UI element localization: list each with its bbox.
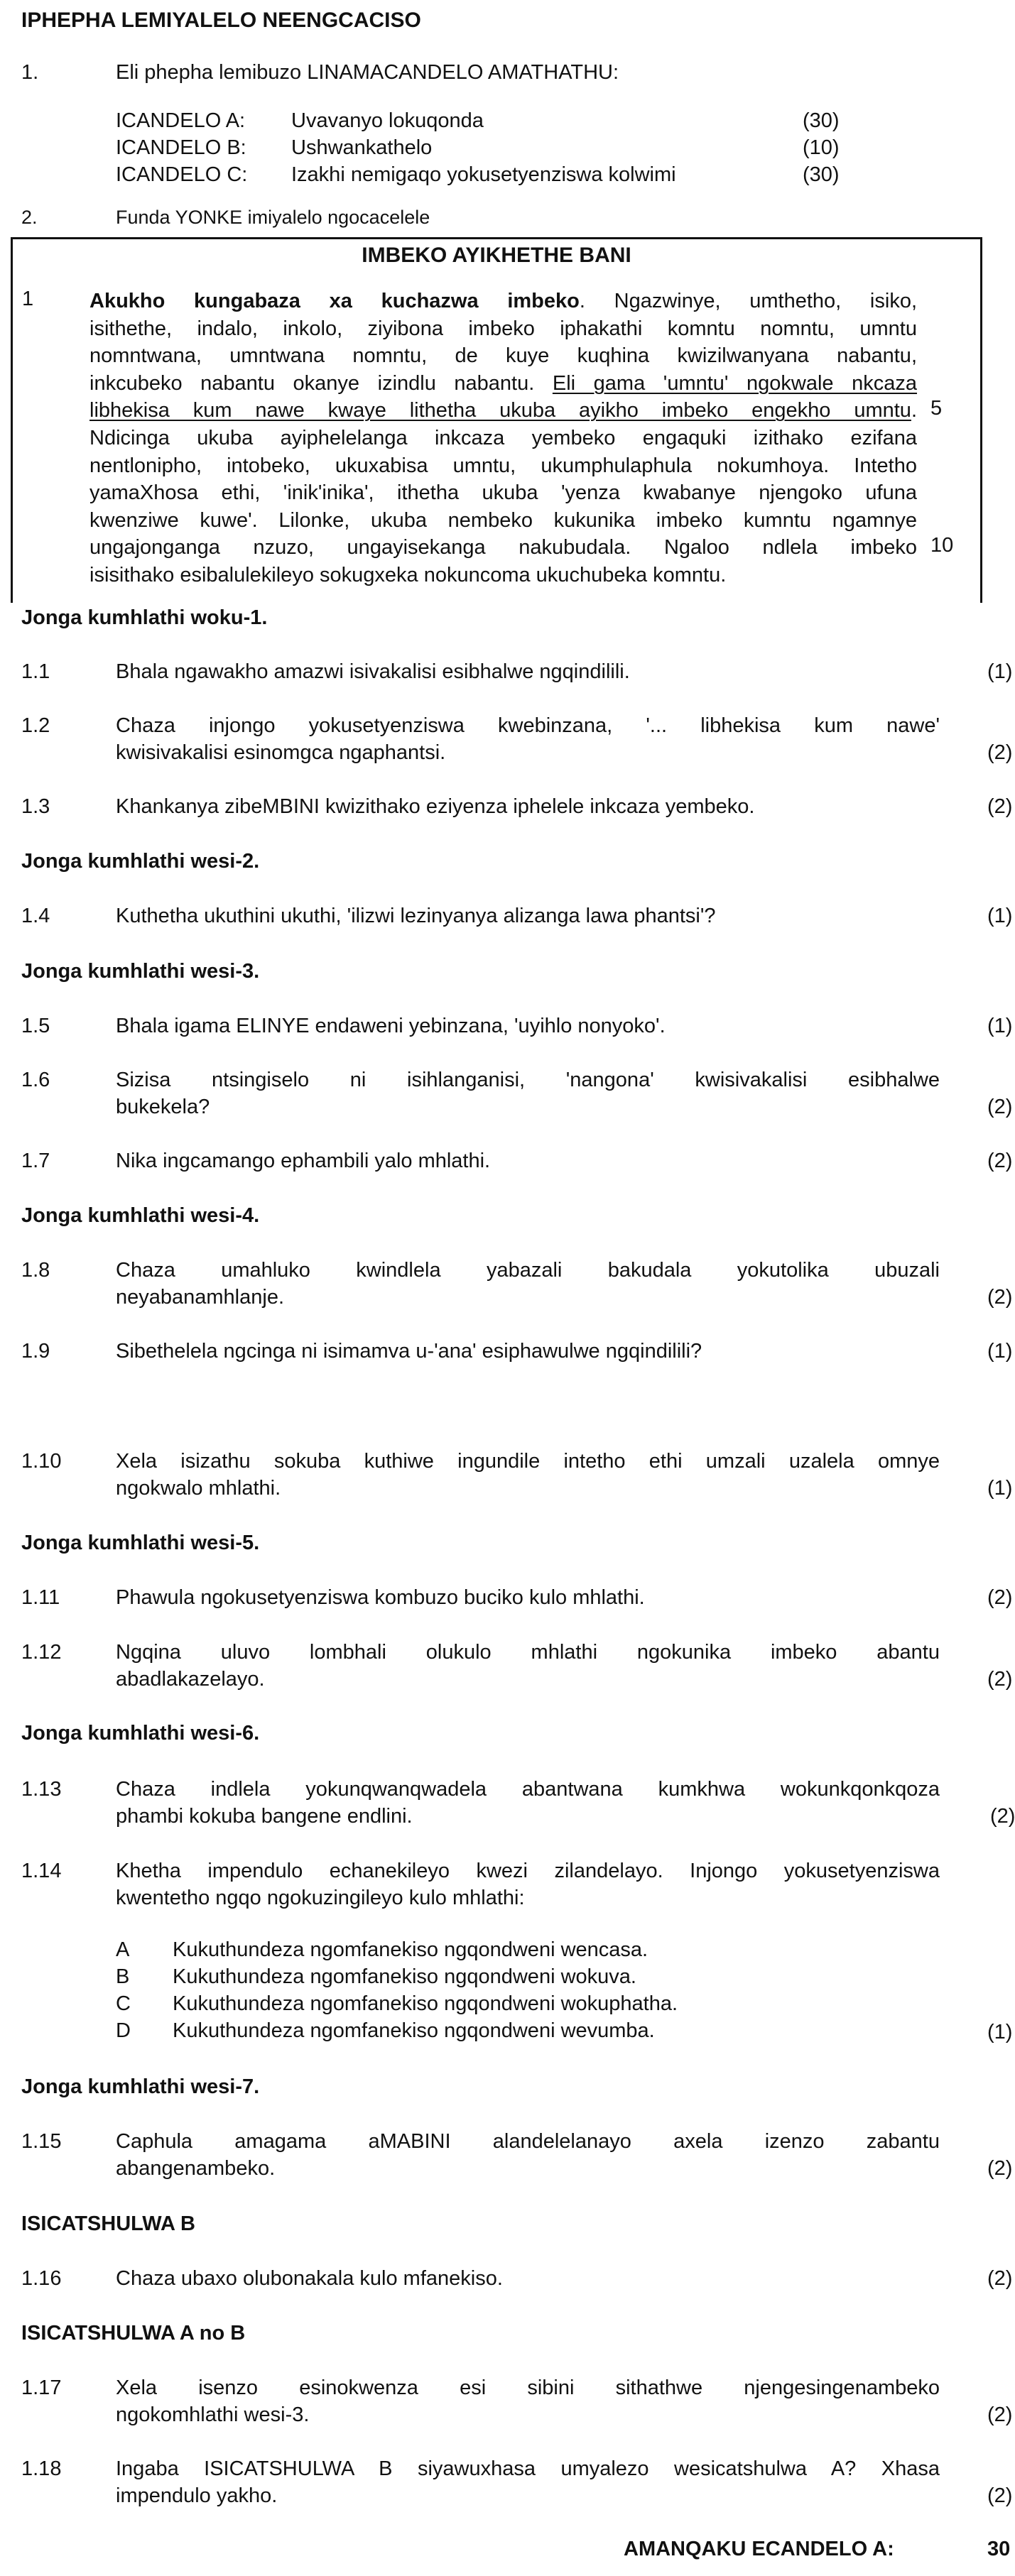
question-number: 1.4	[21, 905, 50, 927]
option-letter: A	[116, 1938, 130, 1961]
section-label: ICANDELO C:	[116, 163, 248, 186]
question-number: 1.11	[21, 1586, 60, 1609]
passage-text	[89, 288, 917, 589]
question-marks: (2)	[987, 1286, 1013, 1309]
question-text-cont: abadlakazelayo.	[116, 1668, 265, 1691]
question-text-cont: neyabanamhlanje.	[116, 1286, 285, 1309]
question-number: 1.16	[21, 2267, 62, 2290]
section-marks: (10)	[803, 136, 840, 159]
instruction-number: 2.	[21, 207, 38, 228]
question-text: Chaza injongo yokusetyenziswa kwebinzana, '... libhekisa kum nawe'	[116, 714, 940, 737]
question-number: 1.9	[21, 1340, 50, 1363]
question-number: 1.10	[21, 1450, 62, 1473]
question-marks: (2)	[987, 2403, 1013, 2426]
question-text: Khetha impendulo echanekileyo kwezi zilandelayo. Injongo yokusetyenziswa	[116, 1860, 940, 1882]
question-text: Chaza ubaxo olubonakala kulo mfanekiso.	[116, 2267, 503, 2290]
instruction-text: Eli phepha lemibuzo LINAMACANDELO AMATHATHU:	[116, 61, 619, 84]
question-text: Bhala igama ELINYE endaweni yebinzana, 'uyihlo nonyoko'.	[116, 1015, 666, 1037]
question-text-cont: kwentetho ngqo ngokuzingileyo kulo mhlathi:	[116, 1887, 525, 1909]
paragraph-number: 1	[22, 288, 34, 310]
question-text: Sibethelela ngcinga ni isimamva u-'ana' esiphawulwe ngqindilili?	[116, 1340, 702, 1363]
question-marks: (2)	[987, 1096, 1013, 1118]
question-text: Phawula ngokusetyenziswa kombuzo buciko kulo mhlathi.	[116, 1586, 645, 1609]
question-text: Nika ingcamango ephambili yalo mhlathi.	[116, 1150, 491, 1172]
option-text: Kukuthundeza ngomfanekiso ngqondweni wokuva.	[173, 1965, 636, 1988]
option-letter: B	[116, 1965, 130, 1988]
question-number: 1.3	[21, 795, 50, 818]
instruction-number: 1.	[21, 61, 39, 84]
question-number: 1.14	[21, 1860, 62, 1882]
passage-line-text: . Ngazwinye, umthetho, isiko,	[579, 290, 917, 312]
question-number: 1.5	[21, 1015, 50, 1037]
passage-line	[89, 397, 917, 425]
question-text: Xela isizathu sokuba kuthiwe ingundile intetho ethi umzali uzalela omnye	[116, 1450, 940, 1473]
question-marks: (2)	[987, 741, 1013, 764]
passage-line: nomntwana, umntwana nomntu, de kuye kuqhina kwizilwanyana nabantu,	[89, 344, 917, 368]
section-heading: Jonga kumhlathi wesi-3.	[21, 960, 260, 983]
question-number: 1.15	[21, 2130, 62, 2153]
line-number: 10	[930, 534, 954, 557]
passage-line: yamaXhosa ethi, 'inik'inika', ithetha ukuba 'yenza kwabanye njengoko ufuna	[89, 481, 917, 505]
question-marks: (1)	[987, 2021, 1013, 2043]
section-heading: Jonga kumhlathi wesi-7.	[21, 2075, 260, 2098]
section-label: ICANDELO B:	[116, 136, 246, 159]
question-marks: (2)	[987, 1150, 1013, 1172]
passage-line: nentlonipho, intobeko, ukuxabisa umntu, ukumphulaphula nokumhoya. Intetho	[89, 454, 917, 477]
section-name: Ushwankathelo	[291, 136, 433, 159]
question-number: 1.2	[21, 714, 50, 737]
question-marks: (1)	[987, 1477, 1013, 1500]
question-text: Bhala ngawakho amazwi isivakalisi esibhalwe ngqindilili.	[116, 660, 630, 683]
option-b[interactable]	[116, 1965, 636, 1989]
question-number: 1.8	[21, 1259, 50, 1282]
question-marks: (2)	[987, 1586, 1013, 1609]
section-heading: Jonga kumhlathi wesi-2.	[21, 850, 260, 873]
section-heading: ISICATSHULWA B	[21, 2212, 195, 2235]
question-marks: (1)	[987, 1340, 1013, 1363]
section-heading: Jonga kumhlathi wesi-6.	[21, 1722, 260, 1745]
question-text: Xela isenzo esinokwenza esi sibini sithathwe njengesingenambeko	[116, 2376, 940, 2399]
passage-bold-lead: Akukho kungabaza xa kuchazwa imbeko	[89, 290, 580, 312]
passage-line: isithethe, indalo, inkolo, ziyibona imbeko iphakathi komntu nomntu, umntu	[89, 317, 917, 340]
section-heading: Jonga kumhlathi wesi-4.	[21, 1204, 260, 1227]
question-text: Sizisa ntsingiselo ni isihlanganisi, 'nangona' kwisivakalisi esibhalwe	[116, 1069, 940, 1091]
question-marks: (2)	[987, 2267, 1013, 2290]
section-marks: (30)	[803, 163, 840, 186]
question-marks: (1)	[987, 1015, 1013, 1037]
question-text: Chaza umahluko kwindlela yabazali bakudala yokutolika ubuzali	[116, 1259, 940, 1282]
question-text-cont: ngokomhlathi wesi-3.	[116, 2403, 310, 2426]
question-text-cont: phambi kokuba bangene endlini.	[116, 1805, 413, 1828]
section-marks: (30)	[803, 109, 840, 132]
total-value: 30	[987, 2538, 1011, 2560]
question-text: Chaza indlela yokunqwanqwadela abantwana kumkhwa wokunkqonkqoza	[116, 1778, 940, 1801]
question-number: 1.13	[21, 1778, 62, 1801]
question-marks: (2)	[990, 1805, 1015, 1828]
question-marks: (2)	[987, 1668, 1013, 1691]
question-text: Kuthetha ukuthini ukuthi, 'ilizwi lezinyanya alizanga lawa phantsi'?	[116, 905, 716, 927]
section-heading: ISICATSHULWA A no B	[21, 2322, 246, 2345]
question-number: 1.12	[21, 1641, 62, 1664]
section-name: Izakhi nemigaqo yokusetyenziswa kolwimi	[291, 163, 676, 186]
total-label: AMANQAKU ECANDELO A:	[624, 2538, 894, 2560]
passage-title: IMBEKO AYIKHETHE BANI	[362, 244, 631, 267]
section-label: ICANDELO A:	[116, 109, 246, 132]
line-number: 5	[930, 397, 943, 420]
underlined-text: Eli gama 'umntu' ngokwale nkcaza	[552, 371, 918, 395]
option-text: Kukuthundeza ngomfanekiso ngqondweni wencasa.	[173, 1938, 648, 1961]
question-text-cont: bukekela?	[116, 1096, 210, 1118]
question-marks: (1)	[987, 905, 1013, 927]
option-c[interactable]	[116, 1992, 678, 2016]
question-marks: (2)	[987, 795, 1013, 818]
question-number: 1.1	[21, 660, 50, 683]
option-text: Kukuthundeza ngomfanekiso ngqondweni wokuphatha.	[173, 1992, 678, 2015]
section-heading: Jonga kumhlathi wesi-5.	[21, 1532, 260, 1554]
question-text: Ngqina uluvo lombhali olukulo mhlathi ngokunika imbeko abantu	[116, 1641, 940, 1664]
question-number: 1.7	[21, 1150, 50, 1172]
question-text-cont: kwisivakalisi esinomgca ngaphantsi.	[116, 741, 446, 764]
passage-line: ungajonganga nzuzo, ungayisekanga nakubudala. Ngaloo ndlela imbeko	[89, 536, 917, 560]
question-marks: (2)	[987, 2157, 1013, 2180]
question-number: 1.6	[21, 1069, 50, 1091]
instruction-text: Funda YONKE imiyalelo ngocacelele	[116, 207, 430, 228]
option-letter: C	[116, 1992, 131, 2015]
question-text: Khankanya zibeMBINI kwizithako eziyenza iphelele inkcaza yembeko.	[116, 795, 755, 818]
passage-line: isisithako esibalulekileyo sokugxeka nokuncoma ukuchubeka komntu.	[89, 563, 727, 586]
question-text: Caphula amagama aMABINI alandelelanayo axela izenzo zabantu	[116, 2130, 940, 2153]
question-text-cont: impendulo yakho.	[116, 2484, 278, 2507]
question-marks: (1)	[987, 660, 1013, 683]
passage-line: kwenziwe kuwe'. Lilonke, ukuba nembeko kukunika imbeko kumntu ngamnye	[89, 508, 917, 532]
question-text-cont: abangenambeko.	[116, 2157, 276, 2180]
question-marks: (2)	[987, 2484, 1013, 2507]
question-text: Ingaba ISICATSHULWA B siyawuxhasa umyalezo wesicatshulwa A? Xhasa	[116, 2457, 940, 2480]
option-text: Kukuthundeza ngomfanekiso ngqondweni wevumba.	[173, 2019, 655, 2042]
underlined-text: libhekisa kum nawe kwaye lithetha ukuba ayikho imbeko engekho umntu	[89, 399, 911, 422]
passage-line: Ndicinga ukuba ayiphelelanga inkcaza yembeko engaquki izithako ezifana	[89, 426, 917, 449]
option-d[interactable]	[116, 2019, 655, 2043]
passage-line	[89, 370, 917, 398]
question-number: 1.17	[21, 2376, 62, 2399]
option-letter: D	[116, 2019, 131, 2042]
question-number: 1.18	[21, 2457, 62, 2480]
passage-line-text: .	[911, 399, 917, 422]
passage-line	[89, 288, 917, 315]
section-name: Uvavanyo lokuqonda	[291, 109, 484, 132]
passage-line-text: inkcubeko nabantu okanye izindlu nabantu.	[89, 371, 553, 395]
section-heading: Jonga kumhlathi woku-1.	[21, 606, 268, 629]
passage-box	[11, 237, 982, 603]
question-text-cont: ngokwalo mhlathi.	[116, 1477, 281, 1500]
page-title: IPHEPHA LEMIYALELO NEENGCACISO	[21, 9, 421, 32]
option-a[interactable]	[116, 1938, 648, 1962]
